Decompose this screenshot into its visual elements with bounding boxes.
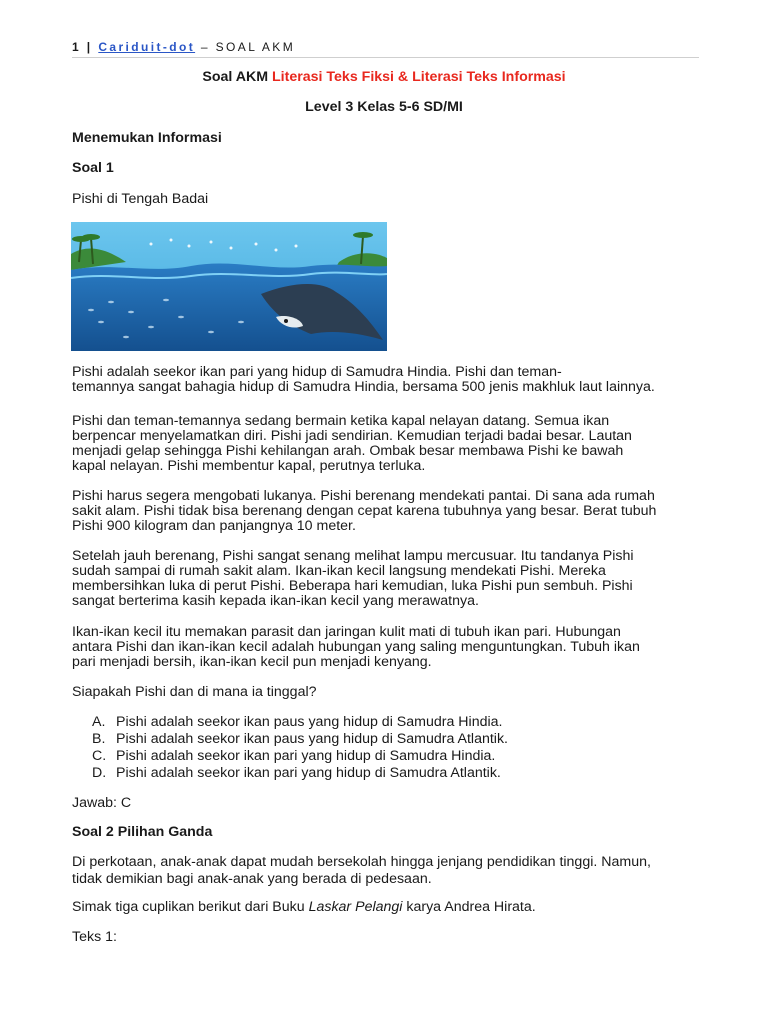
soal2-intro: Di perkotaan, anak-anak dapat mudah bersekolah hingga jenjang pendidikan tinggi. Namun, tidak demikian bagi anak-anak yang berada di pedesaan. <box>72 854 651 887</box>
header-dash: – <box>195 40 216 54</box>
title-prefix: Soal AKM <box>202 69 273 85</box>
book-title: Laskar Pelangi <box>308 899 403 915</box>
answer-options <box>92 715 692 783</box>
soal1-heading: Soal 1 <box>72 160 114 176</box>
site-link[interactable]: Cariduit-dot <box>98 40 196 54</box>
section-heading: Menemukan Informasi <box>72 130 222 146</box>
option-a: A. Pishi adalah seekor ikan paus yang hidup di Samudra Hindia. <box>92 714 503 730</box>
page-header <box>72 40 699 58</box>
simak-instruction: Simak tiga cuplikan berikut dari Buku Laskar Pelangi karya Andrea Hirata. <box>72 899 536 915</box>
story-title: Pishi di Tengah Badai <box>72 191 209 207</box>
question-text: Siapakah Pishi dan di mana ia tinggal? <box>72 684 317 700</box>
option-d: D. Pishi adalah seekor ikan pari yang hidup di Samudra Atlantik. <box>92 765 501 781</box>
story-paragraph-3: Pishi harus segera mengobati lukanya. Pishi berenang mendekati pantai. Di sana ada rumah sakit alam. Pishi tidak bisa berenang dengan cepat karena tubuhnya yang besar. Berat tubuh Pishi 900 kilogram dan panjangnya 10 meter. <box>72 488 657 534</box>
header-section: SOAL AKM <box>215 40 296 54</box>
story-paragraph-5: Ikan-ikan kecil itu memakan parasit dan jaringan kulit mati di tubuh ikan pari. Hubungan antara Pishi dan ikan-ikan kecil adalah hubungan yang saling menguntungkan. Tubuh ikan pari menjadi bersih, ikan-ikan kecil pun menjadi kenyang. <box>72 624 640 670</box>
header-separator: | <box>81 40 99 54</box>
teks-label: Teks 1: <box>72 929 117 945</box>
story-paragraph-1: Pishi adalah seekor ikan pari yang hidup di Samudra Hindia. Pishi dan teman- temannya sangat bahagia hidup di Samudra Hindia, bersama 500 jenis makhluk laut lainnya. <box>72 364 655 395</box>
manta-ray-illustration <box>71 222 387 351</box>
story-paragraph-2: Pishi dan teman-temannya sedang bermain ketika kapal nelayan datang. Semua ikan berpencar menyelamatkan diri. Pishi jadi sendirian. Kemudian terjadi badai besar. Lautan menjadi gelap sehingga Pishi kehilangan arah. Ombak besar membawa Pishi ke bawah kapal nelayan. Pishi membentur kapal, perutnya terluka. <box>72 413 632 474</box>
title-highlight: Literasi Teks Fiksi & Literasi Teks Informasi <box>272 69 566 85</box>
option-c: C. Pishi adalah seekor ikan pari yang hidup di Samudra Hindia. <box>92 748 496 764</box>
answer-key: Jawab: C <box>72 795 132 811</box>
level-subtitle: Level 3 Kelas 5-6 SD/MI <box>305 99 463 115</box>
document-title <box>0 70 768 85</box>
option-b: B. Pishi adalah seekor ikan paus yang hidup di Samudra Atlantik. <box>92 731 508 747</box>
soal2-heading: Soal 2 Pilihan Ganda <box>72 824 213 840</box>
story-paragraph-4: Setelah jauh berenang, Pishi sangat senang melihat lampu mercusuar. Itu tandanya Pishi sudah sampai di rumah sakit alam. Ikan-ikan kecil langsung mendekati Pishi. Mereka membersihkan luka di perut Pishi. Beberapa hari kemudian, luka Pishi pun sembuh. Pishi sangat berterima kasih kepada ikan-ikan kecil yang merawatnya. <box>72 548 634 609</box>
page-number: 1 <box>72 40 82 54</box>
